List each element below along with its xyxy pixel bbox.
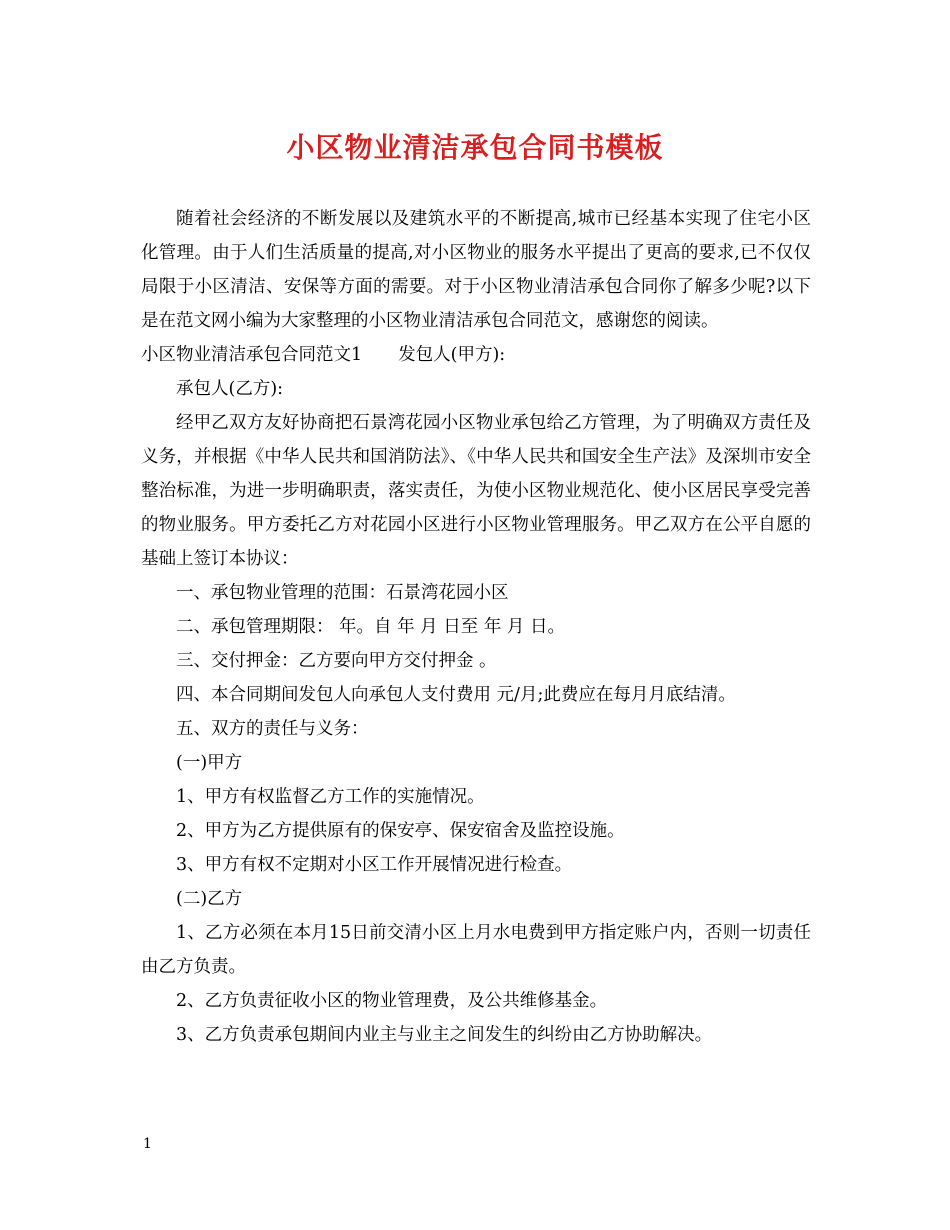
document-body — [141, 202, 811, 1052]
party-b-duty-3: 3、乙方负责承包期间内业主与业主之间发生的纠纷由乙方协助解决。 — [176, 1025, 713, 1045]
party-a-duty-1: 1、甲方有权监督乙方工作的实施情况。 — [176, 787, 485, 807]
contract-item-4: 四、本合同期间发包人向承包人支付费用 元/月;此费应在每月月底结清。 — [176, 685, 736, 705]
page-number: 1 — [143, 1136, 152, 1152]
contract-item-5: 五、双方的责任与义务： — [176, 719, 369, 739]
party-a-duty-3: 3、甲方有权不定期对小区工作开展情况进行检查。 — [176, 855, 573, 875]
party-a-label: 发包人(甲方): — [398, 345, 506, 365]
contract-item-3: 三、交付押金：乙方要向甲方交付押金 。 — [176, 651, 497, 671]
party-a-section-heading: (一)甲方 — [176, 753, 243, 773]
party-b-duty-1: 1、乙方必须在本月15日前交清小区上月水电费到甲方指定账户内，否则一切责任由乙方负责。 — [141, 923, 811, 977]
sample-heading-line — [141, 338, 811, 372]
contract-item-2: 二、承包管理期限： 年。自 年 月 日至 年 月 日。 — [176, 617, 565, 637]
party-a-duty-2: 2、甲方为乙方提供原有的保安亭、保安宿舍及监控设施。 — [176, 821, 625, 841]
agreement-paragraph: 经甲乙双方友好协商把石景湾花园小区物业承包给乙方管理，为了明确双方责任及义务，并根据《中华人民共和国消防法》、《中华人民共和国安全生产法》及深圳市安全整治标准，为进一步明确职责，落实责任，为使小区物业规范化、使小区居民享受完善的物业服务。甲方委托乙方对花园小区进行小区物业管理服务。甲乙双方在公平自愿的基础上签订本协议： — [141, 413, 811, 569]
contract-item-1: 一、承包物业管理的范围：石景湾花园小区 — [176, 583, 509, 603]
sample-heading: 小区物业清洁承包合同范文1 — [141, 345, 363, 365]
document-title: 小区物业清洁承包合同书模板 — [286, 131, 664, 164]
party-b-label: 承包人(乙方): — [176, 379, 284, 399]
intro-paragraph: 随着社会经济的不断发展以及建筑水平的不断提高,城市已经基本实现了住宅小区化管理。由于人们生活质量的提高,对小区物业的服务水平提出了更高的要求,已不仅仅局限于小区清洁、安保等方面的需要。对于小区物业清洁承包合同你了解多少呢?以下是在范文网小编为大家整理的小区物业清洁承包合同范文，感谢您的阅读。 — [141, 209, 811, 331]
party-b-section-heading: (二)乙方 — [176, 889, 243, 909]
party-b-duty-2: 2、乙方负责征收小区的物业管理费，及公共维修基金。 — [176, 991, 608, 1011]
